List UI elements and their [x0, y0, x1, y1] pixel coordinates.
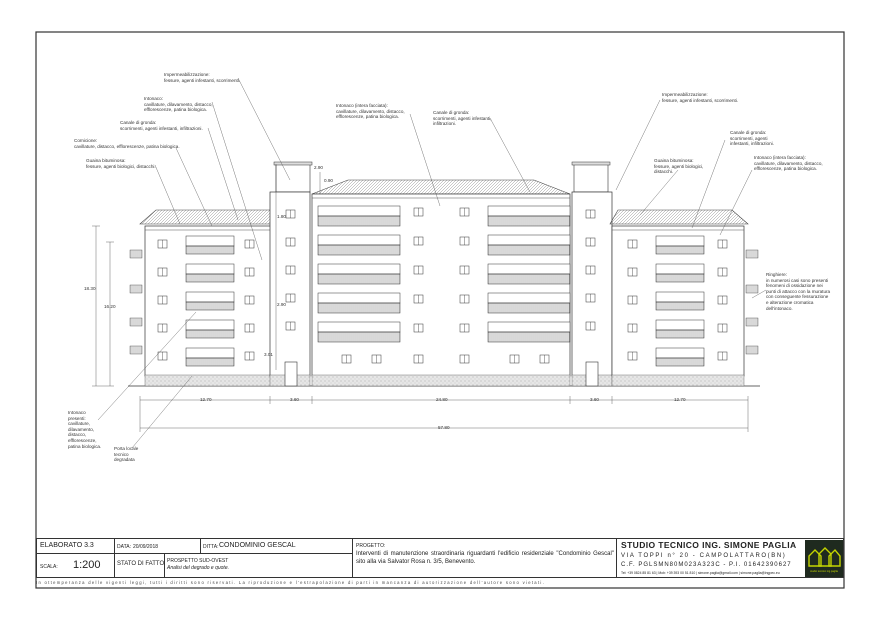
studio-cell	[617, 539, 803, 578]
dimension-height-total: 18.30	[84, 286, 96, 291]
progetto-label: PROGETTO:	[356, 543, 386, 549]
copyright-footer: In ottemperanza delle vigenti leggi, tutti i diritti sono riservati. La riproduzione e l'estrapolazione di parti in mancanza di autorizzazione dell'autore sono vietati.	[36, 580, 546, 585]
annotation-porta: Porta locale tecnico degradata	[114, 446, 139, 463]
prospetto-label: PROSPETTO SUD-OVEST	[167, 558, 229, 564]
central-block	[312, 180, 570, 386]
title-block	[36, 538, 844, 578]
ditta-value: CONDOMINIO GESCAL	[219, 542, 296, 549]
dimension-width-2: 3.60	[290, 397, 299, 402]
dimension-top-1: 2.90	[314, 165, 323, 170]
dimension-tower-3: 3.01	[264, 352, 273, 357]
annotation-guaina-left: Guaina bituminosa: fessure, agenti biologici, distacchi.	[86, 158, 156, 169]
dimension-top-2: 0.90	[324, 178, 333, 183]
prospetto-cell	[165, 554, 353, 578]
studio-contacts: Tel: +39 0824 85 81 63 | Mob: +39 393 00 51 810 | simone.paglia@gmail.com | simone.paglia@ingpec.eu	[621, 571, 780, 575]
scala-value: 1:200	[73, 559, 101, 571]
dimension-width-3: 24.80	[436, 397, 448, 402]
studio-name: STUDIO TECNICO ING. SIMONE PAGLIA	[621, 540, 797, 550]
right-wing	[610, 210, 758, 386]
left-wing	[130, 210, 280, 386]
analisi-label: Analisi del degrado e quote.	[167, 565, 229, 571]
annotation-intonaco-facciata-right: Intonaco (intera facciata): cavillature, dilavamento, distacco, efflorescenze, patina biologica.	[754, 155, 823, 172]
progetto-text: Interventi di manutenzione straordinaria riguardanti l'edificio residenziale "Condominio Gescal" sito alla via Salvator Rosa n. 3/5, Benevento.	[356, 551, 614, 565]
dimension-width-1: 12.70	[200, 397, 212, 402]
annotation-cornicione: Cornicione: cavillature, distacco, efflorescenze, patina biologica.	[74, 138, 180, 149]
annotation-canale-center: Canale di gronda: scorrimenti, agenti infestanti, infiltrazioni.	[433, 110, 492, 127]
scala-cell	[37, 554, 115, 578]
annotation-canale-left: Canale di gronda: scorrimenti, agenti infestanti, infiltrazioni.	[120, 120, 203, 131]
scala-label: SCALA:	[40, 564, 58, 570]
right-stair-tower	[572, 162, 612, 386]
logo-caption: studio tecnico ing.paglia	[810, 570, 838, 573]
studio-logo	[805, 540, 843, 577]
elaborato-label: ELABORATO 3.3	[40, 542, 94, 549]
annotation-impermeabilizzazione-right: Impermeabilizzazione: fessure, agenti infestanti, scorrimenti.	[662, 92, 739, 103]
dimension-width-total: 57.80	[438, 425, 450, 430]
dimension-tower-1: 1.80	[277, 214, 286, 219]
annotation-guaina-right: Guaina bituminosa: fessure, agenti biologici, distacchi.	[654, 158, 704, 175]
studio-address: VIA TOPPI n° 20 - CAMPOLATTARO(BN)	[621, 553, 787, 559]
dimension-width-4: 3.60	[590, 397, 599, 402]
data-value: 20/09/2018	[133, 544, 159, 550]
dimension-height-eaves: 16.20	[104, 304, 116, 309]
data-cell	[115, 539, 201, 554]
annotation-impermeabilizzazione-left: Impermeabilizzazione: fessure, agenti infestanti, scorrimenti.	[164, 72, 241, 83]
annotation-intonaco-facciata-center: Intonaco (intera facciata): cavillature, dilavamento, distacco, efflorescenze, patina biologica.	[336, 103, 405, 120]
dimension-tower-2: 2.90	[277, 302, 286, 307]
annotation-ringhiere: Ringhiere: in numerosi casi sono presenti fenomeni di ossidazione nei punti di attacco con la muratura con conseguente fessurazione e alterazione cromatica dell'intonaco.	[766, 272, 831, 311]
ditta-label: DITTA:	[203, 544, 219, 550]
annotation-canale-right: Canale di gronda: scorrimenti, agenti infestanti, infiltrazioni.	[730, 130, 774, 147]
progetto-cell	[353, 539, 617, 578]
ditta-cell	[201, 539, 353, 554]
left-stair-tower	[270, 162, 312, 386]
studio-fiscal-codes: C.F. PGLSMN80M023A323C - P.I. 01642390627	[621, 562, 792, 568]
data-label: DATA:	[117, 544, 131, 550]
dimension-width-5: 12.70	[674, 397, 686, 402]
elaborato-cell	[37, 539, 115, 554]
stato-label: STATO DI FATTO	[117, 561, 165, 567]
annotation-intonaco-bottom: Intonaco presenti: cavillature, dilavamento, distacco, efflorescenze, patina biologica.	[68, 410, 102, 449]
annotation-intonaco-left: Intonaco: cavillature, dilavamento, distacco, efflorescenze, patina biologica.	[144, 96, 213, 113]
stato-cell	[115, 554, 165, 578]
